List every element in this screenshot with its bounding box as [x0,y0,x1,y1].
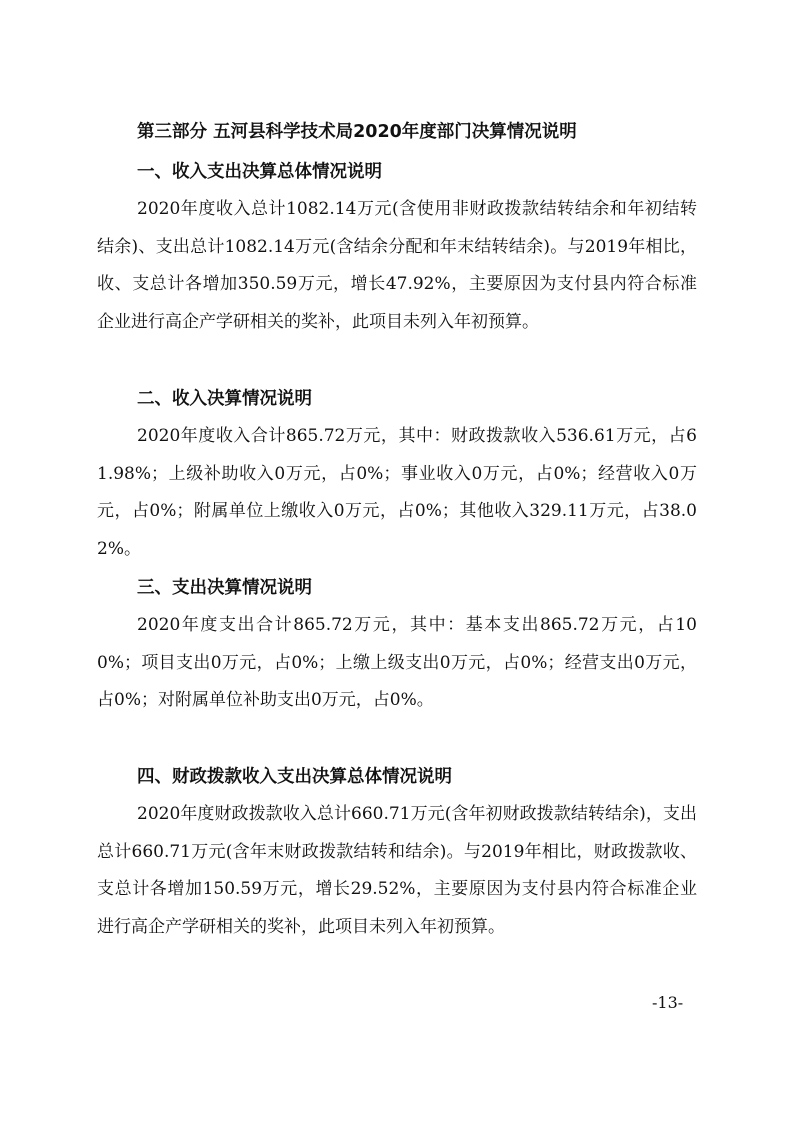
section-overall [97,154,697,341]
section-heading: 一、收入支出决算总体情况说明 [137,162,382,182]
section-heading: 三、支出决算情况说明 [137,578,312,598]
section-heading: 二、收入决算情况说明 [137,389,312,409]
section-income [97,381,697,568]
section-paragraph: 2020年度收入总计1082.14万元(含使用非财政拨款结转结余和年初结转结余)、支出总计1082.14万元(含结余分配和年末结转结余)。与2019年相比，收、支总计各增加350.59万元，增长47.92%，主要原因为支付县内符合标准企业进行高企产学研相关的奖补，此项目未列入年初预算。 [97,199,697,332]
section-fiscal-appropriation [97,759,697,946]
section-paragraph: 2020年度支出合计865.72万元，其中：基本支出865.72万元，占100%；项目支出0万元，占0%；上缴上级支出0万元，占0%；经营支出0万元，占0%；对附属单位补助支出0万元，占0%。 [97,615,697,710]
section-expenditure [97,570,697,720]
section-paragraph: 2020年度收入合计865.72万元，其中：财政拨款收入536.61万元，占61.98%；上级补助收入0万元，占0%；事业收入0万元，占0%；经营收入0万元，占0%；附属单位上缴收入0万元，占0%；其他收入329.11万元，占38.02%。 [97,426,697,559]
document-title: 第三部分 五河县科学技术局2020年度部门决算情况说明 [137,122,577,142]
section-heading: 四、财政拨款收入支出决算总体情况说明 [137,767,452,787]
page-number: -13- [652,993,684,1012]
section-paragraph: 2020年度财政拨款收入总计660.71万元(含年初财政拨款结转结余)，支出总计660.71万元(含年末财政拨款结转和结余)。与2019年相比，财政拨款收、支总计各增加150.59万元，增长29.52%，主要原因为支付县内符合标准企业进行高企产学研相关的奖补，此项目未列入年初预算。 [97,804,697,937]
